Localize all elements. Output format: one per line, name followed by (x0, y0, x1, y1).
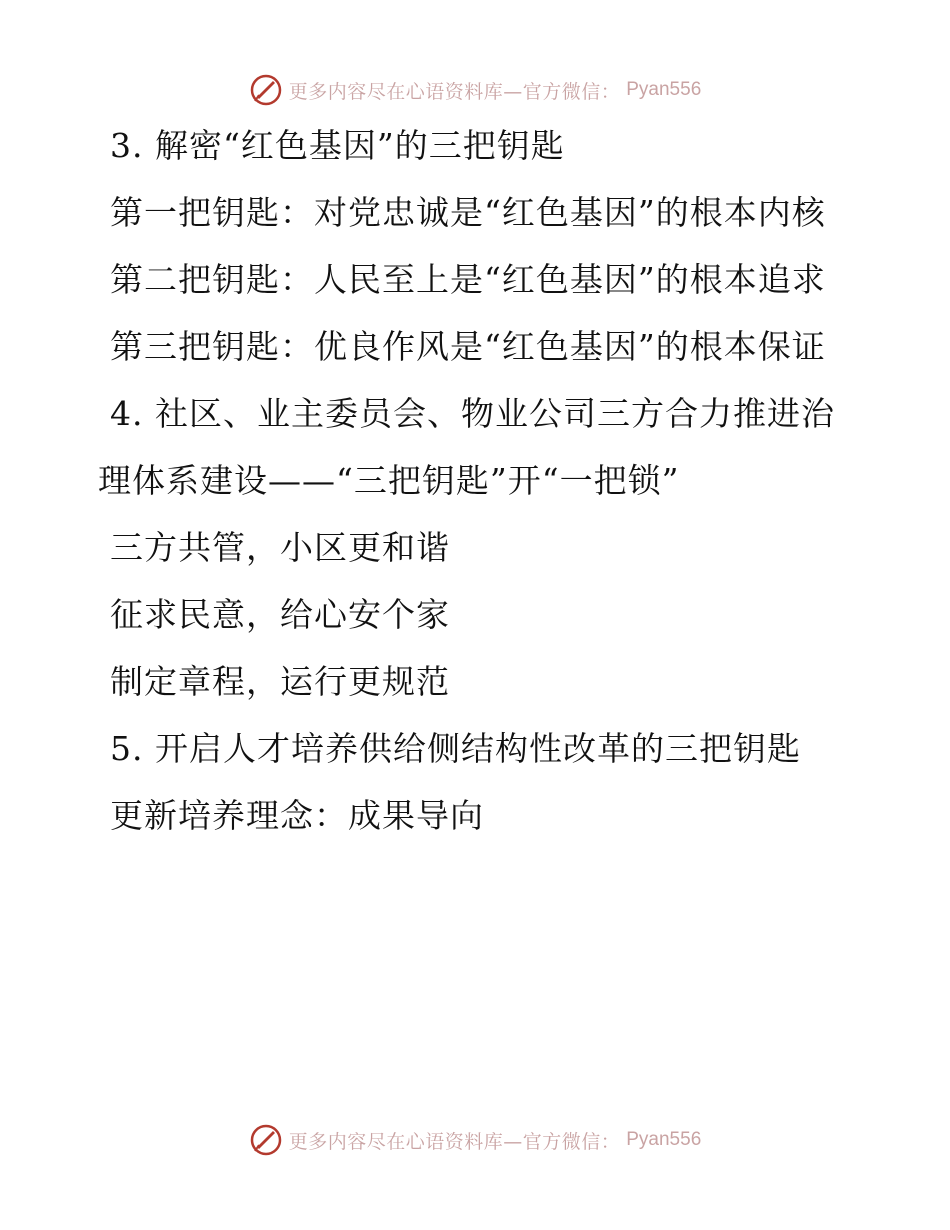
quill-logo-icon (249, 1123, 283, 1157)
watermark-text: 更多内容尽在心语资料库—官方微信： (288, 1130, 621, 1153)
header-watermark-banner (0, 70, 950, 110)
point-outcome-oriented: 更新培养理念：成果导向 (110, 796, 484, 835)
heading-4: 4. 社区、业主委员会、物业公司三方合力推进治理体系建设——“三把钥匙”开“一把锁” (98, 394, 835, 500)
footer-watermark-banner (0, 1120, 950, 1160)
watermark-wechat-id: Pyan556 (626, 1129, 702, 1150)
heading-3: 3. 解密“红色基因”的三把钥匙 (110, 126, 565, 165)
point-public-opinion: 征求民意，给心安个家 (110, 595, 450, 634)
watermark-wechat-id: Pyan556 (626, 79, 702, 100)
quill-logo-icon (249, 73, 283, 107)
key-two-line: 第二把钥匙：人民至上是“红色基因”的根本追求 (110, 260, 826, 299)
key-three-line: 第三把钥匙：优良作风是“红色基因”的根本保证 (110, 327, 826, 366)
heading-5: 5. 开启人才培养供给侧结构性改革的三把钥匙 (110, 729, 801, 768)
document-body (98, 112, 838, 849)
key-one-line: 第一把钥匙：对党忠诚是“红色基因”的根本内核 (110, 193, 826, 232)
point-regulations: 制定章程，运行更规范 (110, 662, 450, 701)
point-co-management: 三方共管，小区更和谐 (110, 528, 450, 567)
watermark-text: 更多内容尽在心语资料库—官方微信： (288, 80, 621, 103)
